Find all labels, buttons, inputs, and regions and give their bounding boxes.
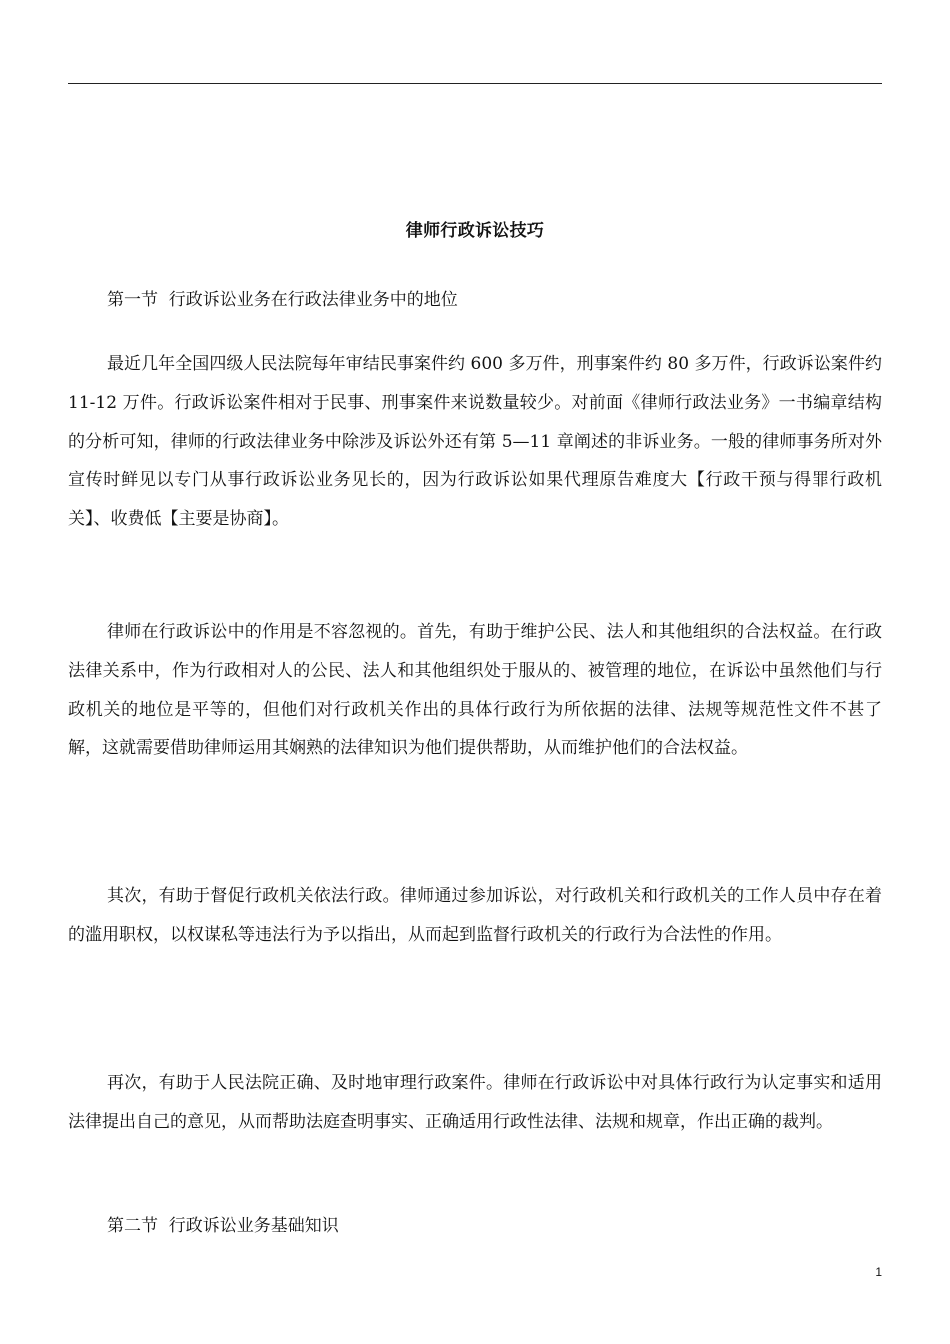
paragraph-2: 律师在行政诉讼中的作用是不容忽视的。首先，有助于维护公民、法人和其他组织的合法权益。在行政法律关系中，作为行政相对人的公民、法人和其他组织处于服从的、被管理的地位，在诉讼中虽然他们与行政机关的地位是平等的，但他们对行政机关作出的具体行政行为所依据的法律、法规等规范性文件不甚了解，这就需要借助律师运用其娴熟的法律知识为他们提供帮助，从而维护他们的合法权益。 bbox=[68, 622, 882, 759]
section-heading-1: 第一节 行政诉讼业务在行政法律业务中的地位 bbox=[107, 290, 458, 310]
paragraph-1: 最近几年全国四级人民法院每年审结民事案件约 600 多万件，刑事案件约 80 多万件，行政诉讼案件约 11-12 万件。行政诉讼案件相对于民事、刑事案件来说数量较少。对前面《律师行政法业务》一书编章结构的分析可知，律师的行政法律业务中除涉及诉讼外还有第 5—11 章阐述的非诉业务。一般的律师事务所对外宣传时鲜见以专门从事行政诉讼业务见长的，因为行政诉讼如果代理原告难度大【行政干预与得罪行政机关】、收费低【主要是协商】。 bbox=[68, 354, 882, 530]
header-rule bbox=[68, 83, 882, 84]
page-number: 1 bbox=[875, 1265, 882, 1279]
document-title: 律师行政诉讼技巧 bbox=[405, 221, 545, 241]
paragraph-4: 再次，有助于人民法院正确、及时地审理行政案件。律师在行政诉讼中对具体行政行为认定事实和适用法律提出自己的意见，从而帮助法庭查明事实、正确适用行政性法律、法规和规章，作出正确的裁判。 bbox=[68, 1073, 882, 1132]
section-heading-2: 第二节 行政诉讼业务基础知识 bbox=[107, 1216, 339, 1236]
paragraph-3: 其次，有助于督促行政机关依法行政。律师通过参加诉讼，对行政机关和行政机关的工作人员中存在着的滥用职权，以权谋私等违法行为予以指出，从而起到监督行政机关的行政行为合法性的作用。 bbox=[68, 886, 882, 945]
